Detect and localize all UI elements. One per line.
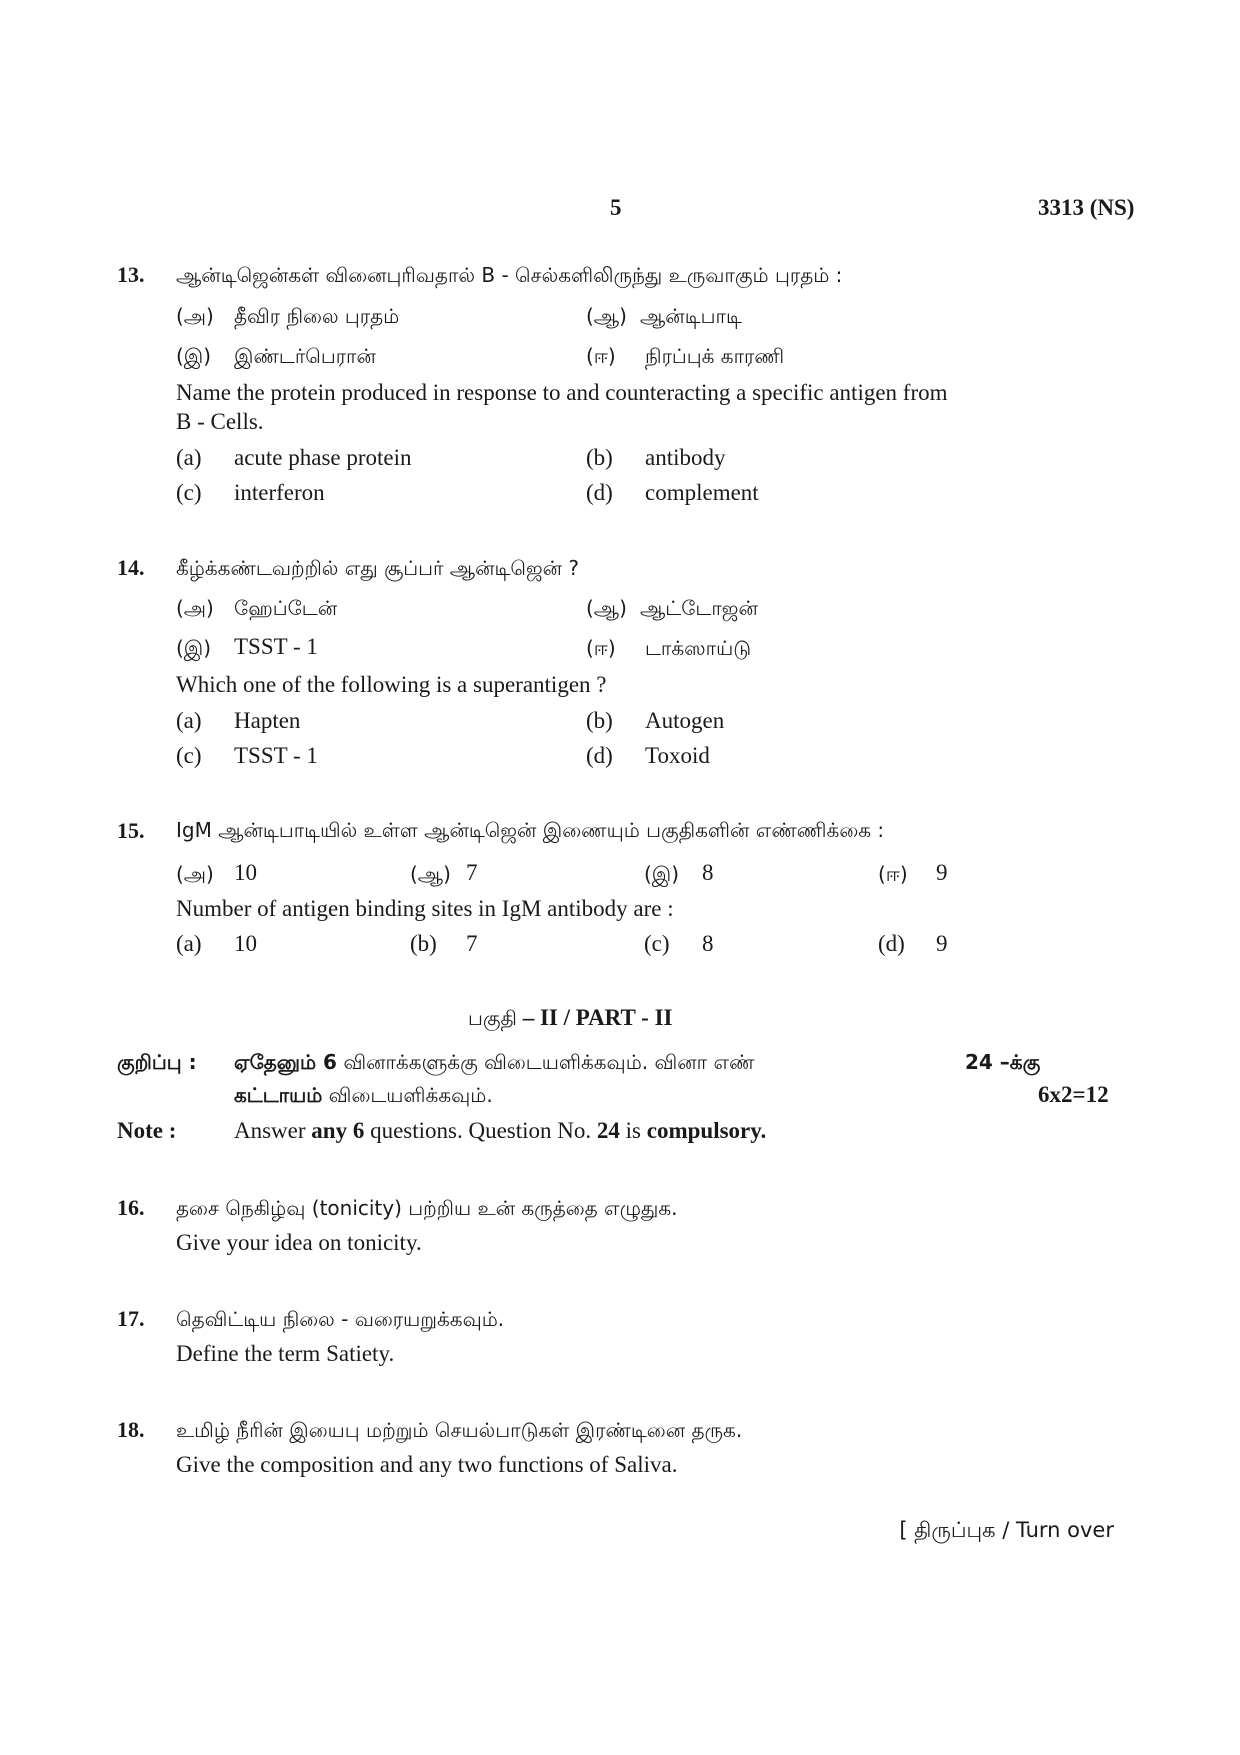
- english-question: Number of antigen binding sites in IgM antibody are :: [176, 896, 674, 921]
- tamil-option-marker: (ஆ): [586, 304, 627, 328]
- part-heading: [468, 1005, 672, 1033]
- tamil-option-marker: (ஈ): [878, 862, 908, 886]
- question-number: 13.: [117, 262, 145, 287]
- turn-over-note: [ திருப்புக / Turn over: [899, 1518, 1114, 1542]
- tamil-option-marker: (அ): [176, 596, 214, 620]
- english-option-marker: (a): [176, 931, 202, 956]
- tamil-question: ஆன்டிஜென்கள் வினைபுரிவதால் B - செல்களிலிருந்து உருவாகும் புரதம் :: [176, 263, 843, 287]
- tamil-question: உமிழ் நீரின் இயைபு மற்றும் செயல்பாடுகள் இரண்டினை தருக.: [176, 1418, 743, 1442]
- english-option-marker: (c): [176, 480, 202, 505]
- tamil-option-marker: (இ): [644, 862, 680, 886]
- tamil-option-marker: (அ): [176, 862, 214, 886]
- english-option-marker: (c): [644, 931, 670, 956]
- note-tamil-emphasis: ஏதேனும் 6: [234, 1050, 337, 1074]
- tamil-option-marker: (அ): [176, 304, 214, 328]
- tamil-option-text: 7: [466, 860, 478, 885]
- english-option-text: Autogen: [645, 708, 725, 733]
- english-option-text: Hapten: [234, 708, 301, 733]
- tamil-option-text: இண்டர்பெரான்: [234, 344, 376, 368]
- english-option-text: Toxoid: [645, 743, 710, 768]
- english-option-marker: (b): [586, 445, 613, 470]
- question-number: 18.: [117, 1417, 145, 1442]
- tamil-option-text: ஆன்டிபாடி: [640, 304, 742, 328]
- note-tamil-text: வினாக்களுக்கு விடையளிக்கவும். வினா எண்: [336, 1050, 755, 1074]
- english-option-marker: (d): [878, 931, 905, 956]
- tamil-option-text: நிரப்புக் காரணி: [645, 344, 785, 368]
- note-emphasis: any 6: [311, 1118, 365, 1143]
- tamil-option-text: டாக்ஸாய்டு: [645, 636, 752, 660]
- tamil-option-text: TSST - 1: [234, 634, 318, 659]
- part-heading-tamil: பகுதி: [468, 1006, 517, 1030]
- english-option-marker: (b): [410, 931, 437, 956]
- tamil-option-marker: (ஆ): [586, 596, 627, 620]
- english-option-marker: (b): [586, 708, 613, 733]
- tamil-question: தசை நெகிழ்வு (tonicity) பற்றிய உன் கருத்தை எழுதுக.: [176, 1196, 678, 1220]
- tamil-option-marker: (இ): [176, 636, 212, 660]
- english-option-text: complement: [645, 480, 759, 505]
- part-heading-english: – II / PART - II: [516, 1005, 673, 1030]
- english-question-cont: B - Cells.: [176, 409, 264, 434]
- english-option-text: TSST - 1: [234, 743, 318, 768]
- note-english-text: [234, 1118, 766, 1144]
- english-option-text: 10: [234, 931, 257, 956]
- tamil-option-marker: (இ): [176, 344, 212, 368]
- tamil-option-marker: (ஈ): [586, 636, 616, 660]
- note-tamil-text: விடையளிக்கவும்.: [322, 1083, 493, 1107]
- note-text: Answer: [234, 1118, 312, 1143]
- tamil-option-marker: (ஈ): [586, 344, 616, 368]
- english-question: Name the protein produced in response to and counteracting a specific antigen from: [176, 380, 948, 405]
- english-option-marker: (d): [586, 743, 613, 768]
- tamil-question: தெவிட்டிய நிலை - வரையறுக்கவும்.: [176, 1307, 505, 1331]
- english-option-text: interferon: [234, 480, 325, 505]
- question-number: 17.: [117, 1306, 145, 1331]
- english-option-text: antibody: [645, 445, 726, 470]
- english-question: Which one of the following is a superantigen ?: [176, 672, 607, 697]
- note-english-label: Note :: [117, 1118, 177, 1143]
- note-tamil-question-ref: 24 –க்கு: [965, 1050, 1041, 1074]
- note-emphasis: 24: [596, 1118, 620, 1143]
- tamil-question-text: IgM ஆன்டிபாடியில் உள்ள ஆன்டிஜென் இணையும் பகுதிகளின் எண்ணிக்கை :: [176, 818, 885, 842]
- tamil-question: கீழ்க்கண்டவற்றில் எது சூப்பர் ஆன்டிஜென் ?: [176, 556, 579, 580]
- english-question: Give your idea on tonicity.: [176, 1230, 422, 1255]
- paper-code: 3313 (NS): [1038, 195, 1135, 220]
- tamil-option-text: 10: [234, 860, 257, 885]
- question-number: 14.: [117, 555, 145, 580]
- english-option-text: 8: [702, 931, 714, 956]
- tamil-option-text: 8: [702, 860, 714, 885]
- marks-allocation: 6x2=12: [1038, 1082, 1109, 1107]
- tamil-option-text: ஆட்டோஜன்: [640, 596, 758, 620]
- note-tamil-compulsory: கட்டாயம்: [234, 1083, 323, 1107]
- note-text: questions. Question No.: [364, 1118, 597, 1143]
- tamil-question: [176, 817, 884, 845]
- note-tamil-line1: [234, 1050, 755, 1077]
- question-number: 15.: [117, 818, 145, 843]
- tamil-option-text: 9: [936, 860, 948, 885]
- tamil-option-text: ஹேப்டேன்: [234, 596, 338, 620]
- note-text: is: [619, 1118, 647, 1143]
- tamil-option-marker: (ஆ): [410, 862, 451, 886]
- tamil-option-text: தீவிர நிலை புரதம்: [234, 304, 400, 328]
- english-option-marker: (d): [586, 480, 613, 505]
- english-question: Define the term Satiety.: [176, 1341, 395, 1366]
- note-tamil-label: குறிப்பு :: [117, 1050, 197, 1074]
- english-option-text: 7: [466, 931, 478, 956]
- english-option-marker: (a): [176, 708, 202, 733]
- english-option-text: acute phase protein: [234, 445, 412, 470]
- question-number: 16.: [117, 1195, 145, 1220]
- note-emphasis: compulsory.: [646, 1118, 767, 1143]
- english-option-marker: (a): [176, 445, 202, 470]
- english-question: Give the composition and any two functions of Saliva.: [176, 1452, 678, 1477]
- english-option-text: 9: [936, 931, 948, 956]
- note-tamil-line2: [234, 1083, 493, 1110]
- page-number: 5: [610, 195, 622, 220]
- english-option-marker: (c): [176, 743, 202, 768]
